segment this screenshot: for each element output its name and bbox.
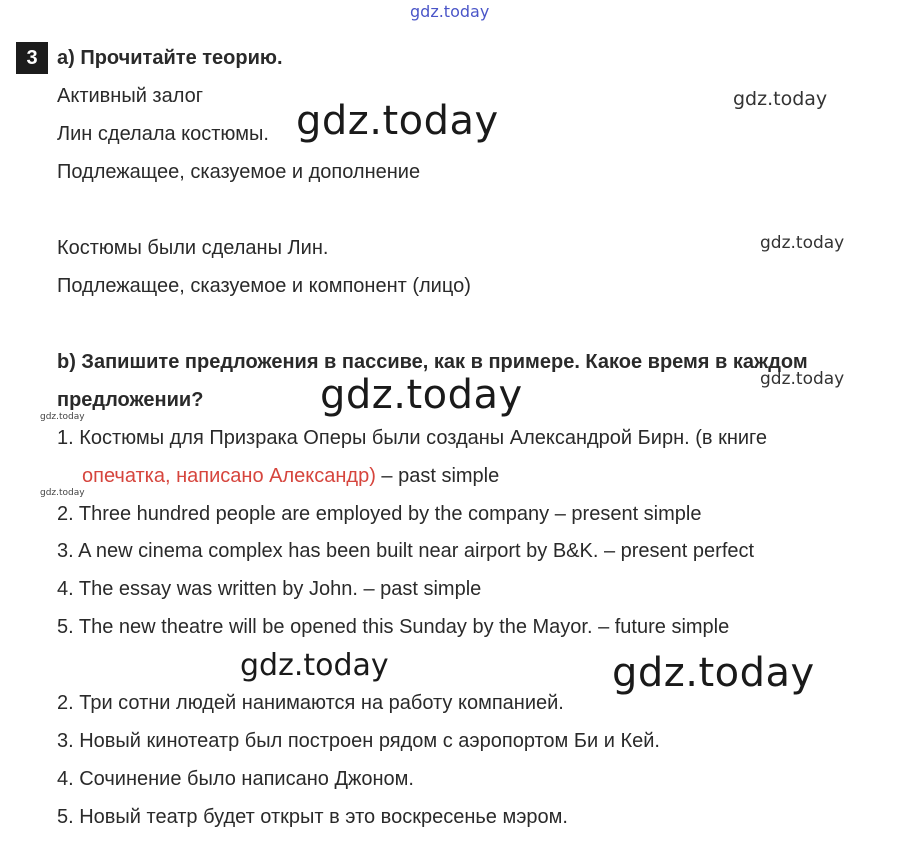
answer-1-text: 1. Костюмы для Призрака Оперы были созданы Александрой Бирн. (в книге <box>57 427 768 449</box>
watermark-right-1: gdz.today <box>733 88 828 110</box>
exercise-number-badge: 3 <box>16 42 48 74</box>
watermark-right-2: gdz.today <box>760 233 845 253</box>
watermark-top: gdz.today <box>410 2 490 21</box>
theory-line-1: Активный залог <box>57 85 204 107</box>
russian-sentence-5: 5. Новый театр будет открыт в это воскресенье мэром. <box>57 806 568 828</box>
russian-sentence-3: 3. Новый кинотеатр был построен рядом с аэропортом Би и Кей. <box>57 730 660 752</box>
watermark-large-2: gdz.today <box>320 372 523 418</box>
theory-line-3: Подлежащее, сказуемое и дополнение <box>57 161 421 183</box>
english-sentence-3: 3. A new cinema complex has been built near airport by B&K. – present perfect <box>57 540 755 562</box>
english-sentence-4: 4. The essay was written by John. – past simple <box>57 578 482 600</box>
watermark-right-3: gdz.today <box>760 369 845 389</box>
english-sentence-5: 5. The new theatre will be opened this Sunday by the Mayor. – future simple <box>57 616 730 638</box>
english-sentence-2: 2. Three hundred people are employed by the company – present simple <box>57 503 702 525</box>
theory-line-4: Костюмы были сделаны Лин. <box>57 237 329 259</box>
theory-line-5: Подлежащее, сказуемое и компонент (лицо) <box>57 275 471 297</box>
watermark-large-1: gdz.today <box>296 98 499 144</box>
watermark-large-4: gdz.today <box>612 650 815 696</box>
answer-1-line-1 <box>57 426 767 450</box>
answer-1-line-2 <box>82 464 499 488</box>
russian-sentence-4: 4. Сочинение было написано Джоном. <box>57 768 414 790</box>
theory-line-2: Лин сделала костюмы. <box>57 123 269 145</box>
typo-note: опечатка, написано Александр) <box>82 465 376 487</box>
watermark-large-3: gdz.today <box>240 648 389 683</box>
russian-sentence-2: 2. Три сотни людей нанимаются на работу компанией. <box>57 692 564 714</box>
answer-1-tense: – past simple <box>375 465 500 487</box>
watermark-small-2: gdz.today <box>40 488 85 498</box>
part-a-heading: a) Прочитайте теорию. <box>57 47 283 69</box>
part-b-heading-line-2: предложении? <box>57 389 204 411</box>
watermark-small-1: gdz.today <box>40 412 85 422</box>
part-b-heading-line-1: b) Запишите предложения в пассиве, как в примере. Какое время в каждом <box>57 351 808 373</box>
